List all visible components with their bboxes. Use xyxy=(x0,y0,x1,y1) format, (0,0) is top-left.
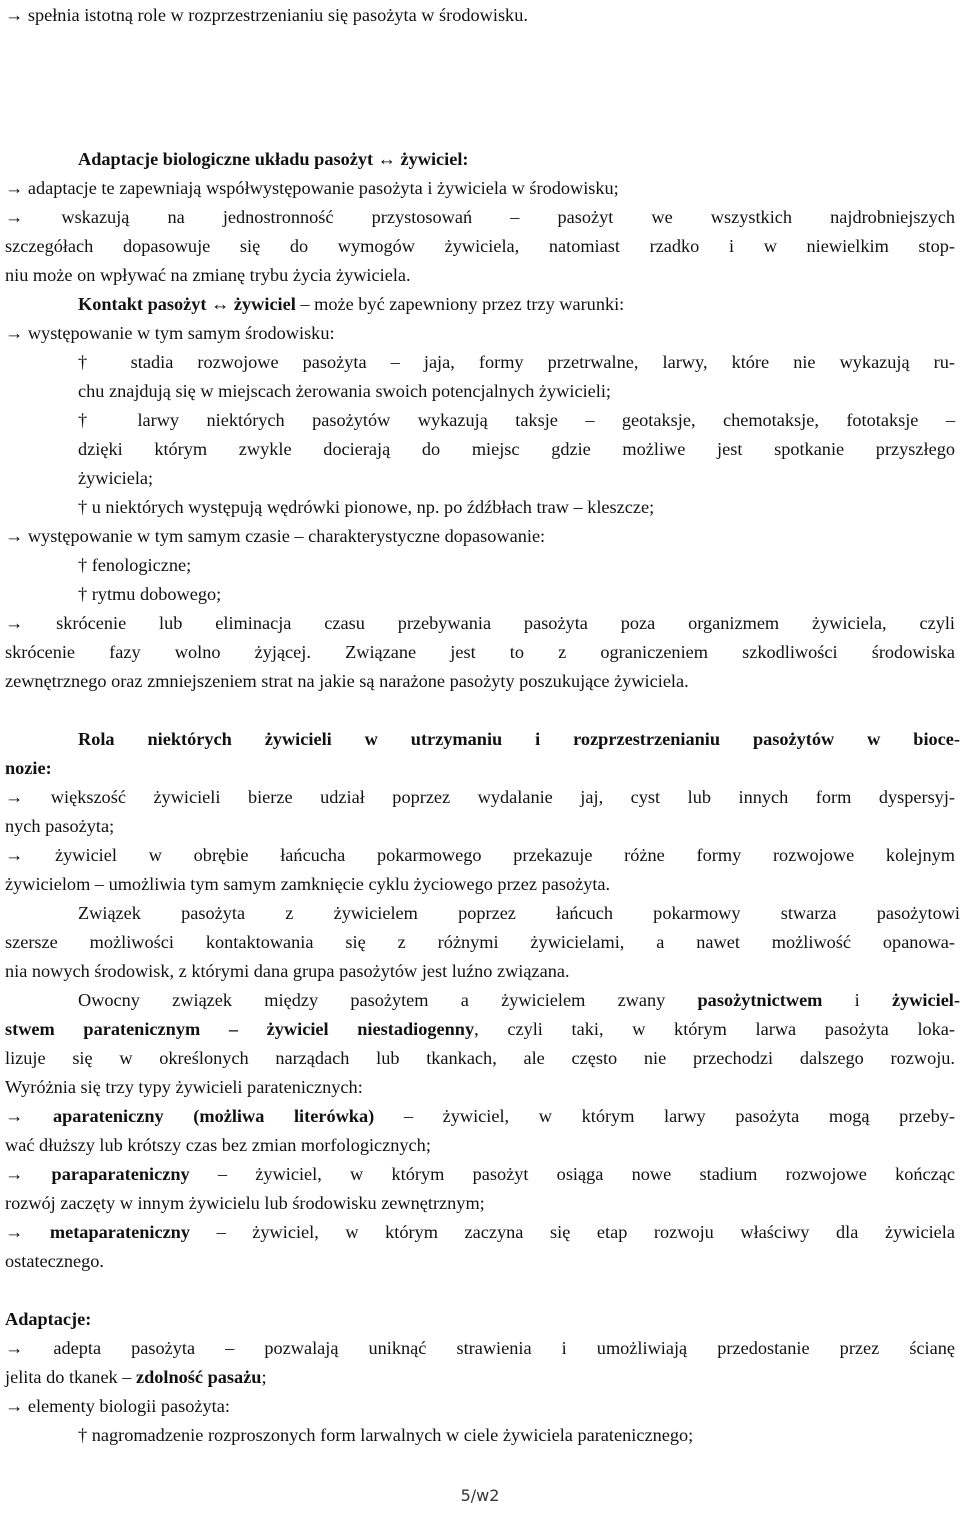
text: † stadia rozwojowe pasożyta – jaja, formy przetrwalne, larwy, które nie wykazują ru- xyxy=(78,352,955,372)
text-line xyxy=(78,290,960,319)
bold-text: aparateniczny (możliwa literówka) xyxy=(52,1106,375,1126)
text: niu może on wpływać na zmianę trybu życia żywiciela. xyxy=(5,265,411,285)
bold-text: Adaptacje biologiczne układu pasożyt ↔ żywiciel: xyxy=(78,149,469,169)
text: Owocny związek między pasożytem a żywicielem zwany xyxy=(78,990,698,1010)
text-line xyxy=(5,1305,955,1334)
bold-text: stwem paratenicznym – żywiciel niestadiogenny xyxy=(5,1019,475,1039)
text-line xyxy=(78,435,955,464)
text-line xyxy=(78,551,955,580)
text: – może być zapewniony przez trzy warunki: xyxy=(295,294,625,314)
text-line xyxy=(5,754,955,783)
text-line xyxy=(78,348,955,377)
text-line xyxy=(78,145,960,174)
text-line xyxy=(5,232,955,261)
bold-text: nozie: xyxy=(5,758,52,778)
text: skrócenie fazy wolno żyjącej. Związane jest to z ograniczeniem szkodliwości środowiska xyxy=(5,642,955,662)
bold-text: żywiciel- xyxy=(891,990,960,1010)
bold-text: metaparateniczny xyxy=(49,1222,190,1242)
text: rozwój zaczęty w innym żywicielu lub środowisku zewnętrznym; xyxy=(5,1193,485,1213)
text-line xyxy=(5,928,955,957)
text: żywicielom – umożliwia tym samym zamknięcie cyklu życiowego przez pasożyta. xyxy=(5,874,611,894)
text-line xyxy=(5,1015,955,1044)
text-line xyxy=(5,1392,955,1421)
text-line xyxy=(78,377,955,406)
bold-text: zdolność pasażu xyxy=(135,1367,262,1387)
text-line xyxy=(5,667,955,696)
text-line xyxy=(5,812,955,841)
text-line xyxy=(5,609,955,638)
text-line xyxy=(5,1363,955,1392)
text: wać dłuższy lub krótszy czas bez zmian morfologicznych; xyxy=(5,1135,431,1155)
text: – żywiciel, w którym zaczyna się etap rozwoju właściwy dla żywiciela xyxy=(190,1222,955,1242)
text-line xyxy=(5,841,955,870)
text: i xyxy=(822,990,892,1010)
text: Wyróżnia się trzy typy żywicieli paratenicznych: xyxy=(5,1077,363,1097)
bold-text: Rola niektórych żywicieli w utrzymaniu i rozprzestrzenianiu pasożytów w bioce- xyxy=(78,729,960,749)
text-line xyxy=(78,986,960,1015)
text-line xyxy=(5,1334,955,1363)
text-line xyxy=(5,957,955,986)
bold-text: pasożytnictwem xyxy=(697,990,823,1010)
text: → adaptacje te zapewniają współwystępowanie pasożyta i żywiciela w środowisku; xyxy=(5,178,619,198)
text-line xyxy=(5,1044,955,1073)
text: → większość żywicieli bierze udział poprzez wydalanie jaj, cyst lub innych form dyspersyj- xyxy=(5,787,955,807)
text-line xyxy=(5,1189,955,1218)
text: lizuje się w określonych narządach lub tkankach, ale często nie przechodzi dalszego rozwoju. xyxy=(5,1048,955,1068)
text-line xyxy=(5,638,955,667)
text: szersze możliwości kontaktowania się z różnymi żywicielami, a nawet możliwość opanowa- xyxy=(5,932,955,952)
text-line xyxy=(78,1421,955,1450)
text: → spełnia istotną role w rozprzestrzenianiu się pasożyta w środowisku. xyxy=(5,5,528,25)
text: → elementy biologii pasożyta: xyxy=(5,1396,230,1416)
text-line xyxy=(5,1218,955,1247)
text-line xyxy=(5,1247,955,1276)
text-line xyxy=(78,725,960,754)
text: dzięki którym zwykle docierają do miejsc gdzie możliwe jest spotkanie przyszłego xyxy=(78,439,955,459)
text: zewnętrznego oraz zmniejszeniem strat na jakie są narażone pasożyty poszukujące żywiciela. xyxy=(5,671,689,691)
text: – żywiciel, w którym pasożyt osiąga nowe stadium rozwojowe kończąc xyxy=(189,1164,955,1184)
text: → żywiciel w obrębie łańcucha pokarmowego przekazuje różne formy rozwojowe kolejnym xyxy=(5,845,955,865)
bold-text: paraparateniczny xyxy=(51,1164,190,1184)
text: → skrócenie lub eliminacja czasu przebywania pasożyta poza organizmem żywiciela, czyli xyxy=(5,613,955,633)
text-line xyxy=(78,493,955,522)
text-line xyxy=(5,1,955,30)
text: → xyxy=(5,1164,52,1184)
text-line xyxy=(5,261,955,290)
text-line xyxy=(78,464,955,493)
text: → adepta pasożyta – pozwalają uniknąć strawienia i umożliwiają przedostanie przez ścianę xyxy=(5,1338,955,1358)
text-line xyxy=(5,783,955,812)
text: → wskazują na jednostronność przystosowań – pasożyt we wszystkich najdrobniejszych xyxy=(5,207,955,227)
text: † fenologiczne; xyxy=(78,555,192,575)
text: szczegółach dopasowuje się do wymogów żywiciela, natomiast rzadko i w niewielkim stop- xyxy=(5,236,955,256)
text: → xyxy=(5,1106,53,1126)
text: ostatecznego. xyxy=(5,1251,104,1271)
text: † nagromadzenie rozproszonych form larwalnych w ciele żywiciela paratenicznego; xyxy=(78,1425,694,1445)
text-line xyxy=(5,1131,955,1160)
text: → występowanie w tym samym środowisku: xyxy=(5,323,335,343)
text-line xyxy=(78,899,960,928)
text: – żywiciel, w którym larwy pasożyta mogą przeby- xyxy=(374,1106,955,1126)
text: ; xyxy=(261,1367,267,1387)
text-line xyxy=(5,1160,955,1189)
text: , czyli taki, w którym larwa pasożyta loka- xyxy=(474,1019,956,1039)
text-line xyxy=(5,174,955,203)
page-number: 5/w2 xyxy=(460,1486,500,1505)
text-line xyxy=(78,406,955,435)
text: żywiciela; xyxy=(78,468,154,488)
text-line xyxy=(5,870,955,899)
text: nia nowych środowisk, z którymi dana grupa pasożytów jest luźno związana. xyxy=(5,961,570,981)
bold-text: Kontakt pasożyt ↔ żywiciel xyxy=(78,294,296,314)
text: † rytmu dobowego; xyxy=(78,584,222,604)
text-line xyxy=(5,522,955,551)
text-line xyxy=(78,580,955,609)
text: jelita do tkanek – xyxy=(5,1367,136,1387)
bold-text: Adaptacje: xyxy=(5,1309,92,1329)
text: nych pasożyta; xyxy=(5,816,115,836)
text-line xyxy=(5,203,955,232)
text: → występowanie w tym samym czasie – charakterystyczne dopasowanie: xyxy=(5,526,546,546)
text: chu znajdują się w miejscach żerowania swoich potencjalnych żywicieli; xyxy=(78,381,611,401)
text-line xyxy=(5,319,955,348)
text-line xyxy=(5,1073,955,1102)
text: † larwy niektórych pasożytów wykazują taksje – geotaksje, chemotaksje, fototaksje – xyxy=(78,410,955,430)
text: † u niektórych występują wędrówki pionowe, np. po źdźbłach traw – kleszcze; xyxy=(78,497,655,517)
text: → xyxy=(5,1222,50,1242)
text-line xyxy=(5,1102,955,1131)
text: Związek pasożyta z żywicielem poprzez łańcuch pokarmowy stwarza pasożytowi xyxy=(78,903,960,923)
